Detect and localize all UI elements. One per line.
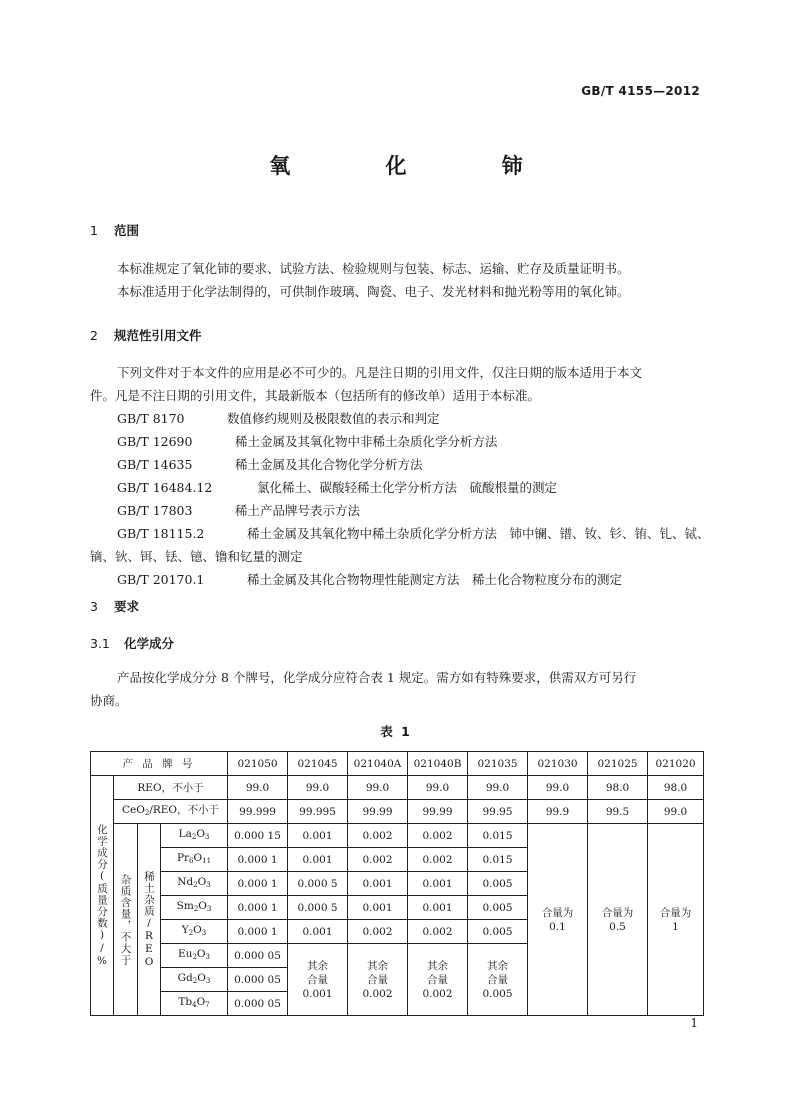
paragraph: 本标准规定了氧化铈的要求、试验方法、检验规则与包装、标志、运输、贮存及质量证明书。 [117,261,630,276]
value-cell: 0.000 05 [228,992,288,1016]
value-cell: 0.005 [468,920,528,944]
value-cell: 99.995 [288,800,348,824]
row-label: REO，不小于 [114,776,228,800]
value-cell: 99.0 [468,776,528,800]
value-cell: 99.0 [408,776,468,800]
value-cell: 0.002 [348,920,408,944]
rest-total-cell: 其余 合量 0.005 [468,944,528,1016]
section-3-heading [90,597,139,615]
value-cell: 0.000 05 [228,968,288,992]
grade-cell: 021035 [468,752,528,776]
value-cell: 99.0 [348,776,408,800]
value-cell: 98.0 [648,776,704,800]
value-cell: 99.999 [228,800,288,824]
row-label: CeO$_2$/REO，不小于 [114,800,228,824]
section-3-1-body [90,666,702,712]
value-cell: 0.001 [408,872,468,896]
value-cell: 0.000 1 [228,848,288,872]
impurity-label: $Nd_2O_3$ [161,872,228,896]
impurity-label: $Y_2O_3$ [161,920,228,944]
section-title: 规范性引用文件 [114,328,202,343]
value-cell: 99.0 [528,776,588,800]
value-cell: 0.005 [468,872,528,896]
impurity-label: $Gd_2O_3$ [161,968,228,992]
value-cell: 0.000 5 [288,896,348,920]
grade-cell: 021025 [588,752,648,776]
section-1-heading [90,221,139,239]
value-cell: 0.000 15 [228,824,288,848]
total-cell: 合量为 0.5 [588,824,648,1016]
value-cell: 0.000 5 [288,872,348,896]
side-label-text: 化学成分(质量分数)/% [96,823,108,968]
rest-total-cell: 其余 合量 0.002 [348,944,408,1016]
side-label-chem [91,776,114,1016]
value-cell: 0.001 [288,848,348,872]
section-title: 化学成分 [124,636,175,651]
reference-item: GB/T 16484.12 氯化稀土、碳酸轻稀土化学分析方法 硫酸根量的测定 [117,480,558,495]
table-row-ceo2 [91,800,704,824]
section-title: 要求 [114,599,140,614]
value-cell: 98.0 [588,776,648,800]
reference-item-continued: 镝、钬、铒、铥、镱、镥和钇量的测定 [90,549,303,564]
document-title: 氧 化 铈 [269,154,567,178]
value-cell: 0.015 [468,848,528,872]
side-label-re [138,824,161,1016]
table-row-impurity [91,824,704,848]
side-label-impurity [114,824,138,1016]
section-title: 范围 [114,223,140,238]
impurity-label: $Sm_2O_3$ [161,896,228,920]
value-cell: 99.5 [588,800,648,824]
section-number: 3 [90,599,98,614]
total-cell: 合量为 0.1 [528,824,588,1016]
value-cell: 0.015 [468,824,528,848]
value-cell: 0.000 05 [228,944,288,968]
section-2-heading [90,326,202,344]
grade-cell: 021045 [288,752,348,776]
section-number: 1 [90,223,98,238]
reference-item: GB/T 18115.2 稀土金属及其氧化物中稀土杂质化学分析方法 铈中镧、镨、钕、钐、铕、钆、铽、 [117,526,710,541]
reference-item: GB/T 17803 稀土产品牌号表示方法 [117,503,361,518]
side-label-text: 杂质含量，不大于 [119,873,132,966]
impurity-label: $La_2O_3$ [161,824,228,848]
chemical-composition-table [90,751,704,1016]
reference-item: GB/T 12690 稀土金属及其氧化物中非稀土杂质化学分析方法 [117,434,498,449]
value-cell: 99.99 [348,800,408,824]
table-caption: 表 1 [380,724,412,739]
value-cell: 99.95 [468,800,528,824]
value-cell: 0.001 [348,872,408,896]
impurity-label: $Pr_6O_{11}$ [161,848,228,872]
standard-number: GB/T 4155—2012 [581,84,700,98]
grade-cell: 021040A [348,752,408,776]
value-cell: 99.0 [228,776,288,800]
grade-cell: 021040B [408,752,468,776]
value-cell: 0.001 [288,824,348,848]
value-cell: 99.0 [648,800,704,824]
value-cell: 0.005 [468,896,528,920]
section-number: 3.1 [90,636,110,651]
rest-total-cell: 其余 合量 0.001 [288,944,348,1016]
value-cell: 0.001 [288,920,348,944]
grade-cell: 021030 [528,752,588,776]
value-cell: 0.000 1 [228,872,288,896]
value-cell: 99.99 [408,800,468,824]
header-label: 产 品 牌 号 [91,752,228,776]
value-cell: 0.002 [348,848,408,872]
grade-cell: 021020 [648,752,704,776]
value-cell: 99.0 [288,776,348,800]
impurity-label: $Eu_2O_3$ [161,944,228,968]
reference-item: GB/T 14635 稀土金属及其化合物化学分析方法 [117,457,423,472]
rest-total-cell: 其余 合量 0.002 [408,944,468,1016]
section-number: 2 [90,328,98,343]
page-number: 1 [690,1016,698,1030]
reference-item: GB/T 20170.1 稀土金属及其化合物物理性能测定方法 稀土化合物粒度分布的测定 [117,572,623,587]
table-row-reo [91,776,704,800]
side-label-text: 稀土杂质/REO [143,870,155,969]
reference-item: GB/T 8170 数值修约规则及极限数值的表示和判定 [117,411,440,426]
section-1-body [90,257,702,303]
value-cell: 0.000 1 [228,896,288,920]
value-cell: 0.002 [408,824,468,848]
impurity-label: $Tb_4O_7$ [161,992,228,1016]
table-header-row [91,752,704,776]
paragraph-line: 下列文件对于本文件的应用是必不可少的。凡是注日期的引用文件，仅注日期的版本适用于本文 [117,365,643,380]
value-cell: 0.002 [348,824,408,848]
value-cell: 0.001 [408,896,468,920]
value-cell: 99.9 [528,800,588,824]
section-3-1-heading [90,634,174,652]
value-cell: 0.001 [348,896,408,920]
value-cell: 0.002 [408,920,468,944]
section-2-body [90,361,710,591]
paragraph-line: 件。凡是不注日期的引用文件，其最新版本（包括所有的修改单）适用于本标准。 [90,388,541,403]
paragraph-line: 协商。 [90,693,128,708]
paragraph: 本标准适用于化学法制得的，可供制作玻璃、陶瓷、电子、发光材料和抛光粉等用的氧化铈。 [117,284,630,299]
total-cell: 合量为 1 [648,824,704,1016]
grade-cell: 021050 [228,752,288,776]
paragraph-line: 产品按化学成分分 8 个牌号，化学成分应符合表 1 规定。需方如有特殊要求，供需双方可另行 [117,670,637,685]
value-cell: 0.002 [408,848,468,872]
value-cell: 0.000 1 [228,920,288,944]
